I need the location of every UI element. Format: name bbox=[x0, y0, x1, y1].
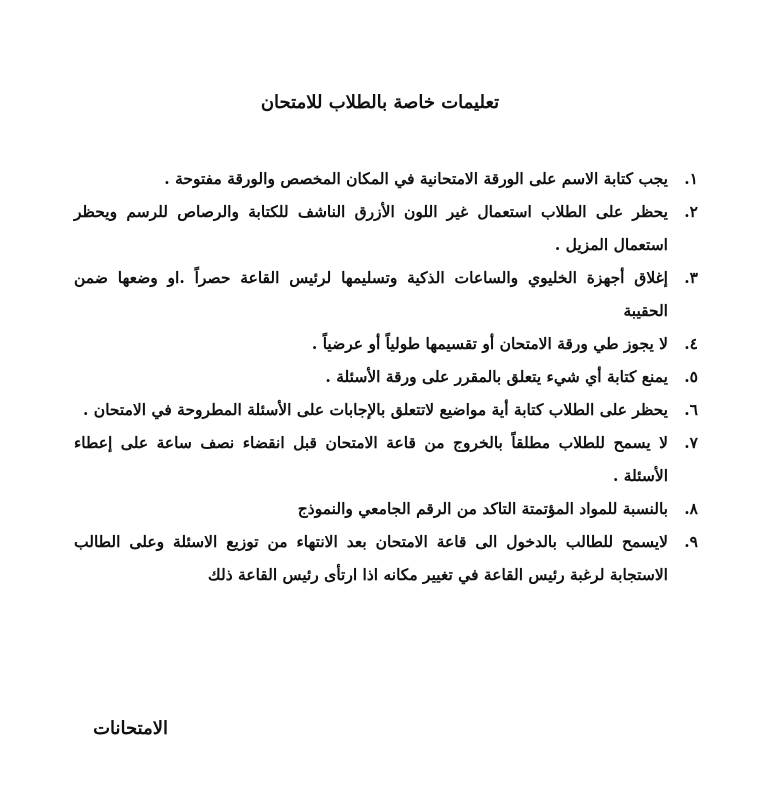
list-item bbox=[74, 195, 698, 261]
item-text: بالنسبة للمواد المؤتمتة التاكد من الرقم الجامعي والنموذج bbox=[297, 499, 668, 518]
item-text: لا يسمح للطلاب مطلقاً بالخروج من قاعة الامتحان قبل انقضاء نصف ساعة على إعطاء الأسئلة . bbox=[74, 433, 668, 485]
page-title: تعليمات خاصة بالطلاب للامتحان bbox=[260, 92, 500, 113]
list-item bbox=[74, 525, 698, 591]
list-item bbox=[74, 327, 698, 360]
item-text: يحظر على الطلاب كتابة أية مواضيع لاتتعلق بالإجابات على الأسئلة المطروحة في الامتحان . bbox=[83, 400, 668, 419]
item-text: يحظر على الطلاب استعمال غير اللون الأزرق الناشف للكتابة والرصاص للرسم ويحظر استعمال المزيل . bbox=[74, 202, 668, 254]
list-item bbox=[74, 261, 698, 327]
item-number: ٦. bbox=[684, 400, 698, 419]
item-text: إغلاق أجهزة الخليوي والساعات الذكية وتسليمها لرئيس القاعة حصراً .او وضعها ضمن الحقيبة bbox=[74, 268, 668, 320]
list-item bbox=[74, 162, 698, 195]
item-number: ٥. bbox=[684, 367, 698, 386]
section-heading: الامتحانات bbox=[93, 718, 168, 739]
list-item bbox=[74, 393, 698, 426]
list-item bbox=[74, 360, 698, 393]
list-item bbox=[74, 426, 698, 492]
item-text: يجب كتابة الاسم على الورقة الامتحانية في المكان المخصص والورقة مفتوحة . bbox=[164, 169, 668, 188]
item-text: لايسمح للطالب بالدخول الى قاعة الامتحان بعد الانتهاء من توزيع الاسئلة وعلى الطالب الاستجابة لرغبة رئيس القاعة في تغيير مكانه اذا ارتأى رئيس القاعة ذلك bbox=[74, 532, 668, 584]
item-text: لا يجوز طي ورقة الامتحان أو تقسيمها طولياً أو عرضياً . bbox=[311, 334, 668, 353]
item-number: ١. bbox=[684, 169, 698, 188]
item-number: ٨. bbox=[684, 499, 698, 518]
instructions-list bbox=[74, 162, 698, 591]
list-item bbox=[74, 492, 698, 525]
item-number: ٧. bbox=[684, 433, 698, 452]
item-number: ٢. bbox=[684, 202, 698, 221]
item-number: ٣. bbox=[684, 268, 698, 287]
item-text: يمنع كتابة أي شيء يتعلق بالمقرر على ورقة الأسئلة . bbox=[325, 367, 668, 386]
item-number: ٩. bbox=[684, 532, 698, 551]
item-number: ٤. bbox=[684, 334, 698, 353]
